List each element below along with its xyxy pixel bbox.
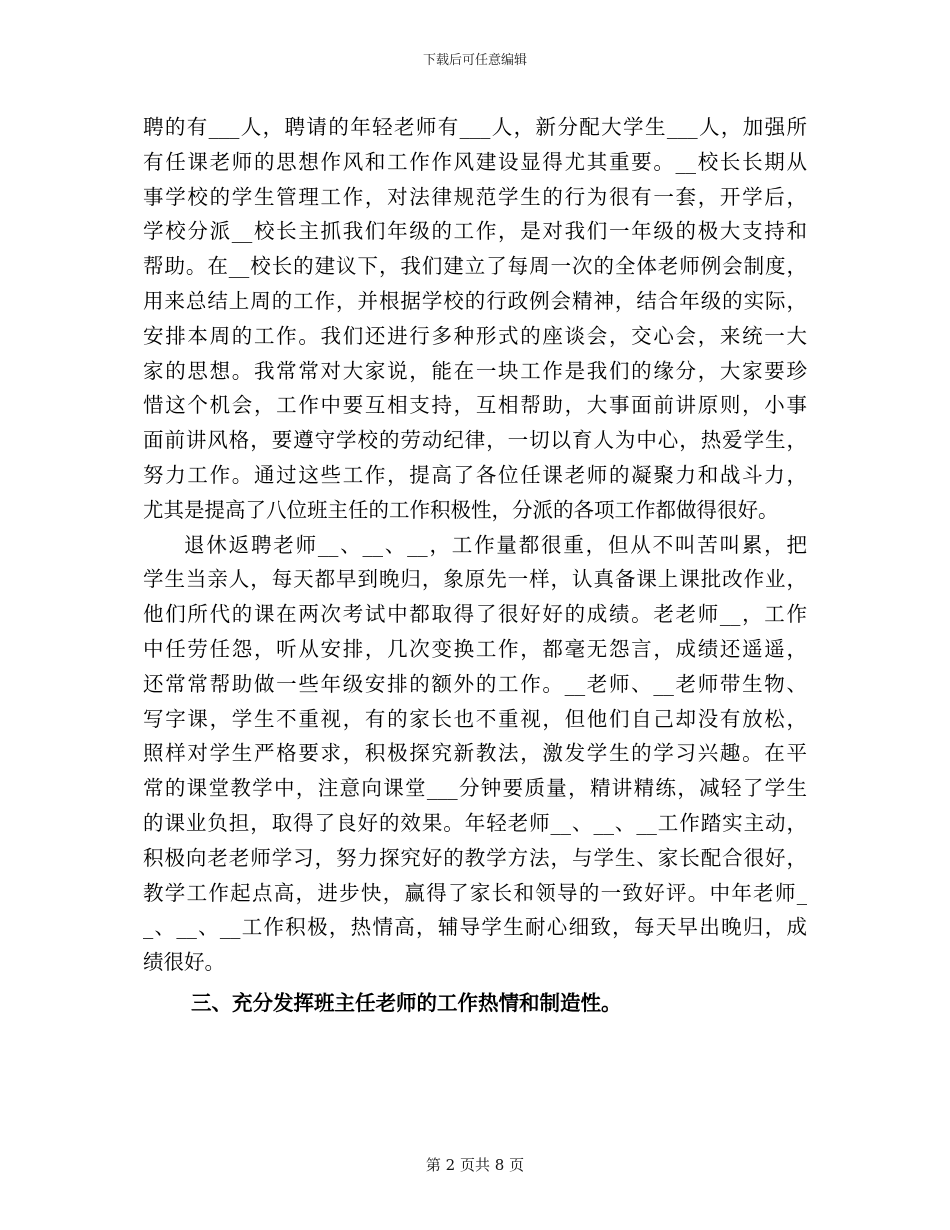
text-line: 常的课堂教学中，注意向课堂___分钟要质量，精讲精练，减轻了学生: [143, 776, 807, 801]
text-line: 用来总结上周的工作，并根据学校的行政例会精神，结合年级的实际，: [143, 288, 807, 313]
text-line: 学生当亲人，每天都早到晚归，象原先一样，认真备课上课批改作业，: [143, 567, 807, 592]
paragraph-retired-teachers: [143, 528, 807, 980]
text-line: 积极向老老师学习，努力探究好的教学方法，与学生、家长配合很好，: [143, 845, 807, 870]
page-header: 下载后可任意编辑: [422, 53, 527, 68]
text-line: 的课业负担，取得了良好的效果。年轻老师__、__、__工作踏实主动，: [143, 810, 807, 835]
text-line: 还常常帮助做一些年级安排的额外的工作。__老师、__老师带生物、: [143, 671, 807, 696]
text-line: 学校分派__校长主抓我们年级的工作，是对我们一年级的极大支持和: [143, 219, 807, 244]
text-line: 他们所代的课在两次考试中都取得了很好好的成绩。老老师__，工作: [143, 602, 807, 627]
text-line: 聘的有___人，聘请的年轻老师有___人，新分配大学生___人，加强所: [143, 115, 807, 139]
text-line: 教学工作起点高，进步快，赢得了家长和领导的一致好评。中年老师_: [143, 880, 807, 905]
text-line: 惜这个机会，工作中要互相支持，互相帮助，大事面前讲原则，小事: [143, 393, 807, 418]
section-heading: 三、充分发挥班主任老师的工作热情和制造性。: [191, 990, 622, 1015]
document-body: [143, 110, 807, 1021]
text-line: 安排本周的工作。我们还进行多种形式的座谈会，交心会，来统一大: [143, 323, 807, 348]
text-line: 绩很好。: [143, 950, 225, 975]
text-line: 有任课老师的思想作风和工作作风建设显得尤其重要。__校长长期从: [143, 149, 807, 174]
text-line: 努力工作。通过这些工作，提高了各位任课老师的凝聚力和战斗力，: [143, 462, 807, 487]
text-line: 家的思想。我常常对大家说，能在一块工作是我们的缘分，大家要珍: [143, 358, 807, 383]
text-line: 帮助。在__校长的建议下，我们建立了每周一次的全体老师例会制度，: [143, 254, 807, 279]
text-line: 写字课，学生不重视，有的家长也不重视，但他们自己却没有放松，: [143, 706, 807, 731]
text-line: 事学校的学生管理工作，对法律规范学生的行为很有一套，开学后，: [143, 184, 807, 209]
text-line: 退休返聘老师__、__、__，工作量都很重，但从不叫苦叫累，把: [184, 532, 807, 557]
text-line: _、__、__工作积极，热情高，辅导学生耐心细致，每天早出晚归，成: [143, 915, 807, 940]
page-footer: 第 2 页共 8 页: [425, 1156, 525, 1174]
text-line: 照样对学生严格要求，积极探究新教法，激发学生的学习兴趣。在平: [143, 741, 807, 766]
text-line: 中任劳任怨，听从安排，几次变换工作，都毫无怨言，成绩还遥遥，: [143, 636, 807, 661]
text-line: 尤其是提高了八位班主任的工作积极性，分派的各项工作都做得很好。: [143, 497, 779, 522]
text-line: 面前讲风格，要遵守学校的劳动纪律，一切以育人为中心，热爱学生，: [143, 428, 807, 453]
paragraph-teacher-management: [143, 110, 807, 528]
